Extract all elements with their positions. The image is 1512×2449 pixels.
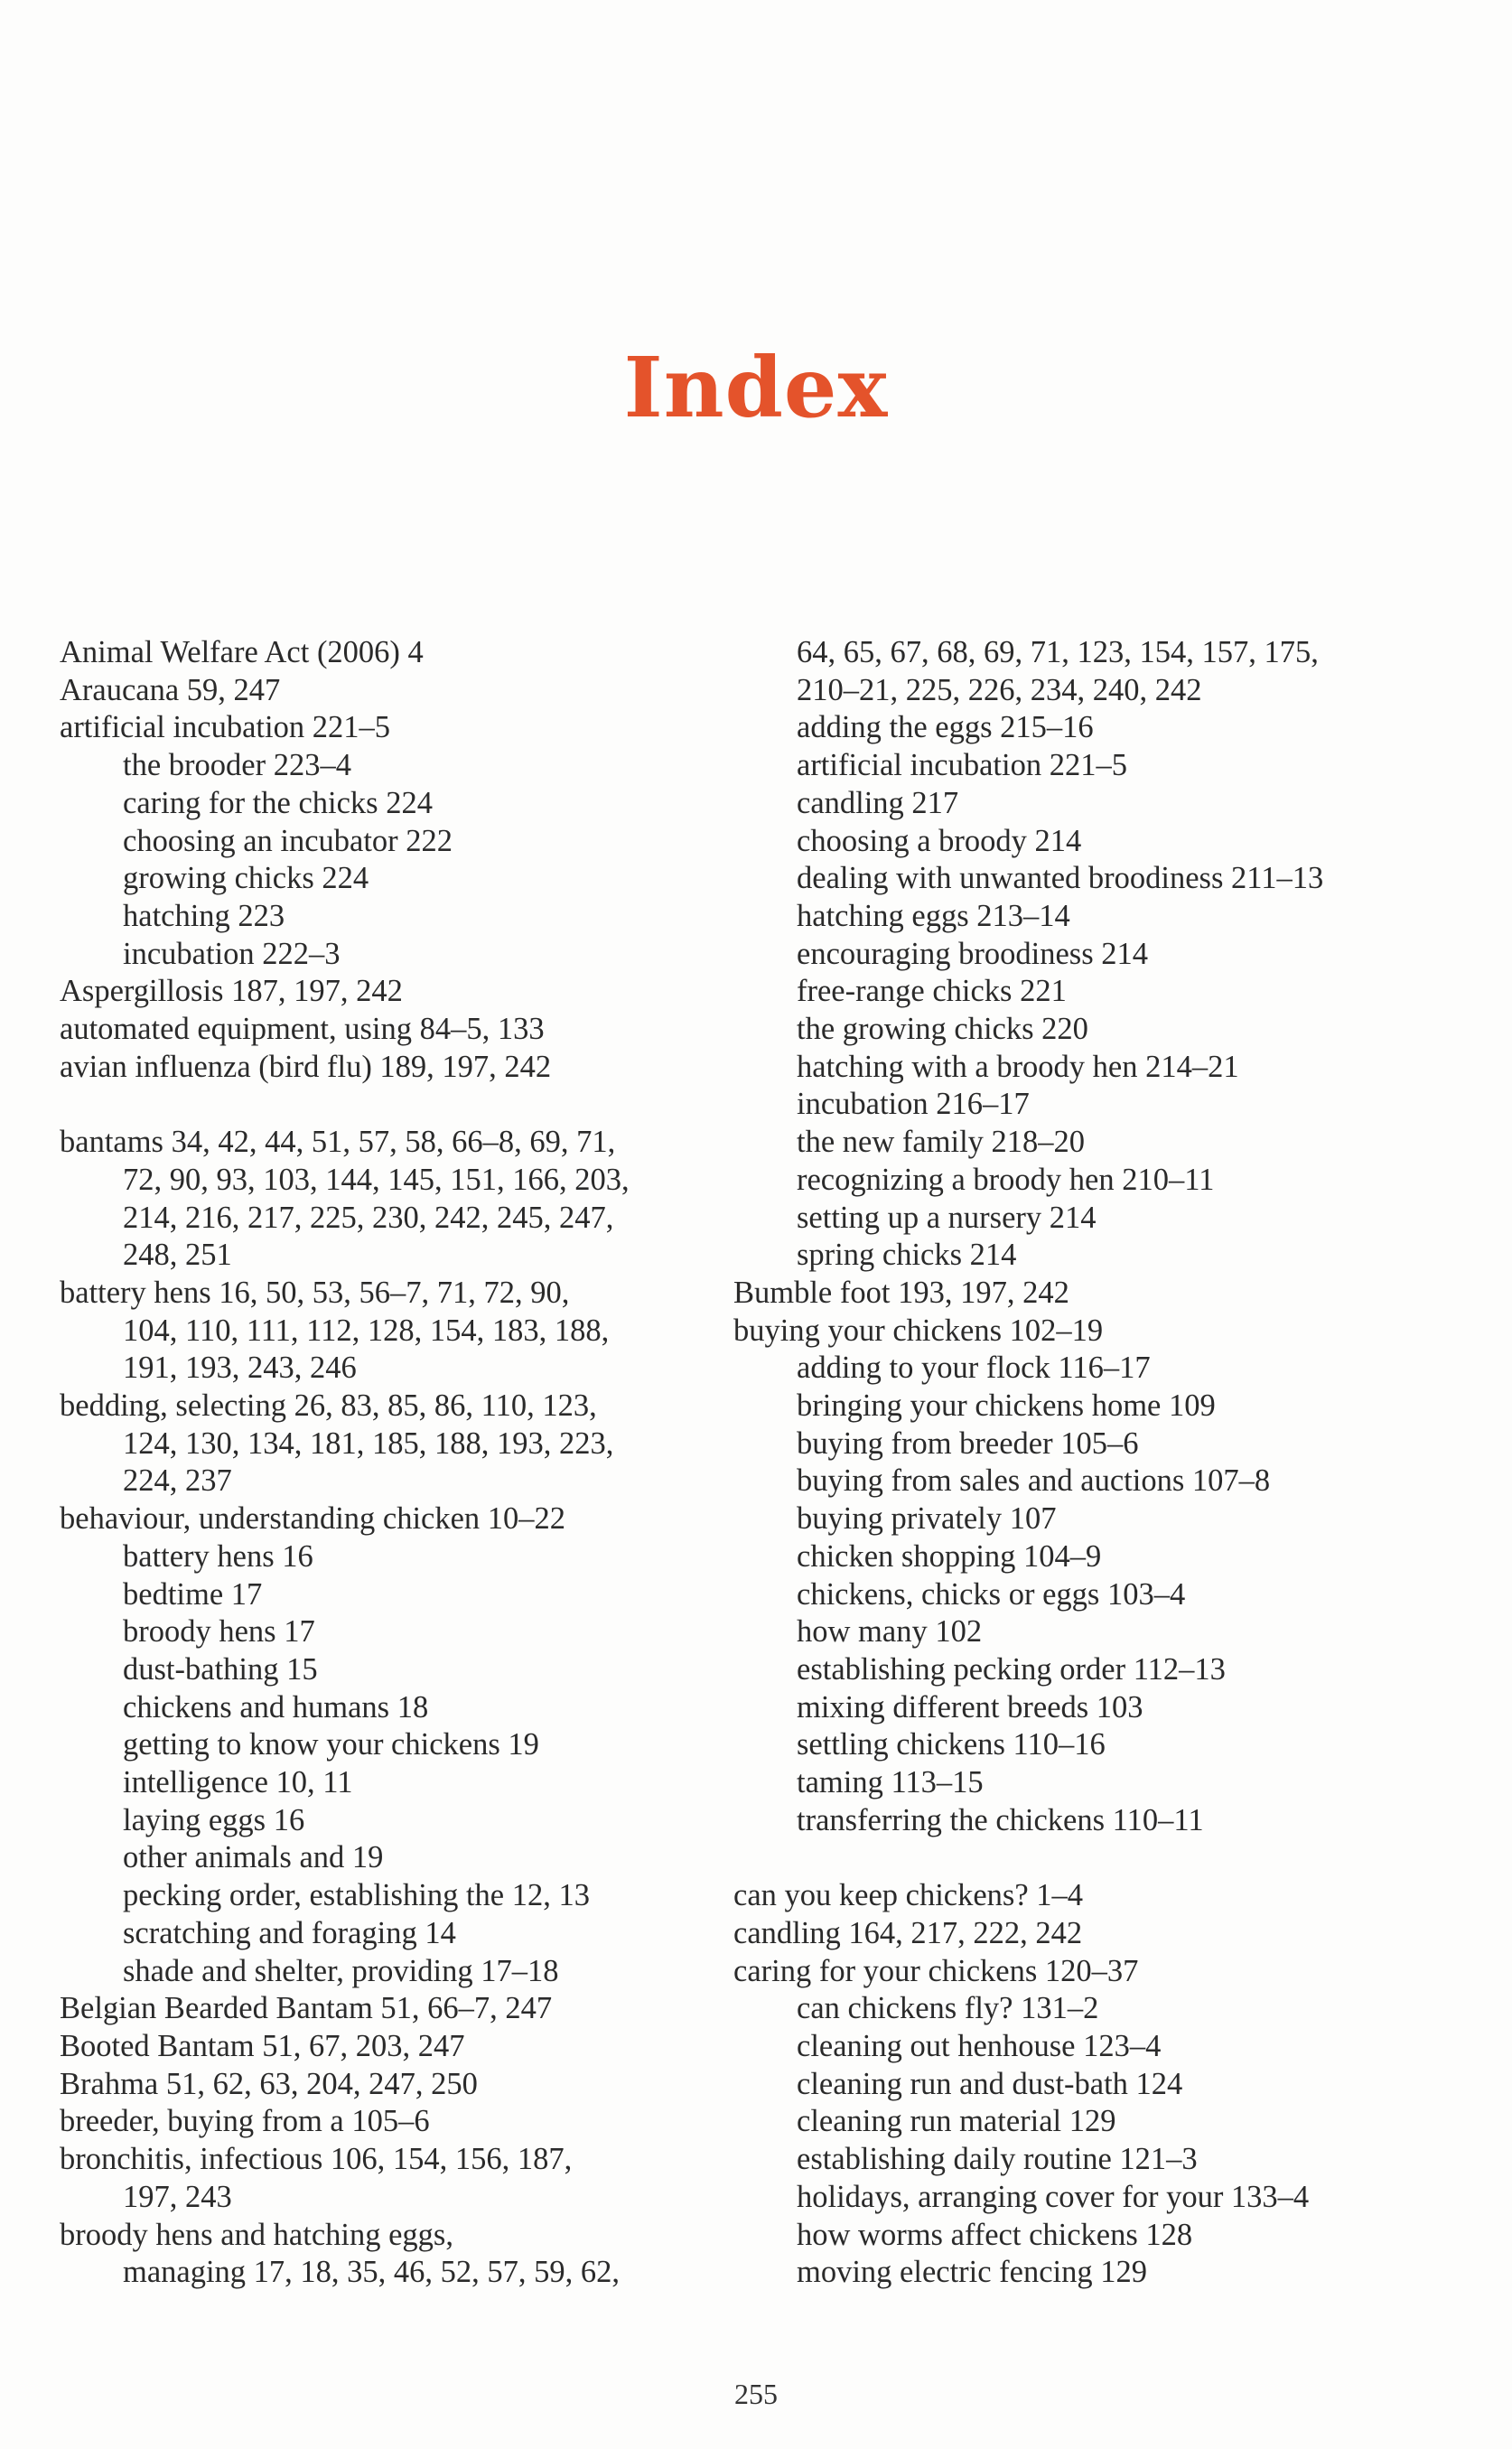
index-subentry: choosing an incubator 222 [123,823,453,858]
index-subentry: mixing different breeds 103 [797,1689,1143,1725]
index-entry-continuation: 72, 90, 93, 103, 144, 145, 151, 166, 203, [123,1162,630,1197]
index-entry-continuation: 104, 110, 111, 112, 128, 154, 183, 188, [123,1313,610,1348]
index-subentry: chicken shopping 104–9 [797,1538,1102,1574]
index-subentry: hatching 223 [123,898,285,933]
index-entry-continuation: 210–21, 225, 226, 234, 240, 242 [797,672,1202,707]
index-entry: Booted Bantam 51, 67, 203, 247 [60,2029,465,2063]
index-subentry: choosing a broody 214 [797,823,1082,858]
index-subentry: cleaning run and dust-bath 124 [797,2066,1183,2101]
index-entry-continuation: 64, 65, 67, 68, 69, 71, 123, 154, 157, 175, [797,635,1319,669]
index-entry: can you keep chickens? 1–4 [733,1878,1084,1913]
index-subentry: dust-bathing 15 [123,1651,318,1687]
index-subentry: buying from breeder 105–6 [797,1425,1139,1461]
index-subentry: moving electric fencing 129 [797,2255,1147,2290]
index-entry: breeder, buying from a 105–6 [60,2104,430,2139]
index-subentry: the new family 218–20 [797,1125,1086,1160]
index-subentry: incubation 216–17 [797,1087,1030,1122]
index-subentry: chickens and humans 18 [123,1689,429,1725]
index-subentry: scratching and foraging 14 [123,1915,456,1950]
index-entry: behaviour, understanding chicken 10–22 [60,1501,566,1537]
index-subentry: transferring the chickens 110–11 [797,1802,1204,1837]
index-subentry: adding to your flock 116–17 [797,1351,1151,1386]
index-entry: buying your chickens 102–19 [733,1313,1104,1348]
index-subentry: the growing chicks 220 [797,1012,1088,1047]
index-column-left [60,634,728,2292]
page-title: Index [623,339,889,436]
index-subentry: holidays, arranging cover for your 133–4 [797,2179,1310,2214]
entry-spacer [733,1840,1456,1878]
index-entry-continuation: 214, 216, 217, 225, 230, 242, 245, 247, [123,1200,614,1235]
index-subentry: artificial incubation 221–5 [797,748,1127,783]
index-subentry: dealing with unwanted broodiness 211–13 [797,861,1324,896]
index-entry: candling 164, 217, 222, 242 [733,1915,1083,1950]
index-subentry: spring chicks 214 [797,1238,1017,1273]
index-entry: Brahma 51, 62, 63, 204, 247, 250 [60,2066,478,2101]
index-entry: Aspergillosis 187, 197, 242 [60,974,403,1009]
index-subentry: caring for the chicks 224 [123,785,433,820]
entry-spacer [60,1086,728,1124]
index-subentry: how many 102 [797,1614,983,1650]
index-subentry: buying from sales and auctions 107–8 [797,1463,1271,1499]
index-subentry: recognizing a broody hen 210–11 [797,1162,1215,1197]
index-entry: artificial incubation 221–5 [60,710,390,745]
index-subentry: hatching with a broody hen 214–21 [797,1049,1239,1084]
index-entry: broody hens and hatching eggs, [60,2217,453,2252]
page-number: 255 [734,2378,778,2410]
index-subentry: establishing pecking order 112–13 [797,1651,1226,1687]
index-subentry: battery hens 16 [123,1538,313,1574]
index-subentry: cleaning run material 129 [797,2104,1116,2139]
index-subentry: incubation 222–3 [123,936,341,971]
index-subentry: laying eggs 16 [123,1802,305,1837]
index-entry-continuation: 197, 243 [123,2179,232,2214]
index-subentry: encouraging broodiness 214 [797,936,1149,971]
index-subentry: bedtime 17 [123,1576,263,1612]
index-entry: bantams 34, 42, 44, 51, 57, 58, 66–8, 69, 71, [60,1125,616,1160]
index-subentry: adding the eggs 215–16 [797,710,1094,745]
index-subentry: other animals and 19 [123,1840,384,1875]
index-entry: Animal Welfare Act (2006) 4 [60,635,424,669]
index-entry-continuation: 124, 130, 134, 181, 185, 188, 193, 223, [123,1425,614,1461]
index-subentry: establishing daily routine 121–3 [797,2142,1198,2177]
index-subentry: how worms affect chickens 128 [797,2217,1193,2252]
index-entry: Bumble foot 193, 197, 242 [733,1275,1069,1310]
index-subentry: shade and shelter, providing 17–18 [123,1953,559,1988]
index-subentry: settling chickens 110–16 [797,1727,1106,1762]
index-subentry: cleaning out henhouse 123–4 [797,2029,1162,2063]
index-entry: Araucana 59, 247 [60,672,281,707]
index-subentry: free-range chicks 221 [797,974,1067,1009]
index-subentry: the brooder 223–4 [123,748,351,783]
index-subentry: taming 113–15 [797,1765,984,1800]
index-entry: battery hens 16, 50, 53, 56–7, 71, 72, 90, [60,1275,570,1310]
index-subentry: hatching eggs 213–14 [797,898,1070,933]
index-entry: avian influenza (bird flu) 189, 197, 242 [60,1049,552,1084]
index-subentry: buying privately 107 [797,1501,1057,1537]
index-subentry: candling 217 [797,785,959,820]
index-entry: Belgian Bearded Bantam 51, 66–7, 247 [60,1991,553,2026]
index-subentry: getting to know your chickens 19 [123,1727,539,1762]
index-subentry: growing chicks 224 [123,861,369,896]
index-entry: bronchitis, infectious 106, 154, 156, 187, [60,2142,573,2177]
index-entry-continuation: 191, 193, 243, 246 [123,1351,357,1386]
index-entry: automated equipment, using 84–5, 133 [60,1012,545,1047]
index-entry: bedding, selecting 26, 83, 85, 86, 110, 123, [60,1388,597,1424]
index-subentry: pecking order, establishing the 12, 13 [123,1878,590,1913]
index-entry-continuation: 224, 237 [123,1463,232,1499]
index-entry: caring for your chickens 120–37 [733,1953,1139,1988]
index-subentry: chickens, chicks or eggs 103–4 [797,1576,1186,1612]
index-column-right [733,634,1456,2292]
index-entry-continuation: 248, 251 [123,1238,232,1273]
index-entry-continuation: managing 17, 18, 35, 46, 52, 57, 59, 62, [123,2255,621,2290]
index-subentry: bringing your chickens home 109 [797,1388,1216,1424]
index-subentry: intelligence 10, 11 [123,1765,353,1800]
index-subentry: broody hens 17 [123,1614,315,1650]
index-subentry: can chickens fly? 131–2 [797,1991,1099,2026]
index-subentry: setting up a nursery 214 [797,1200,1097,1235]
